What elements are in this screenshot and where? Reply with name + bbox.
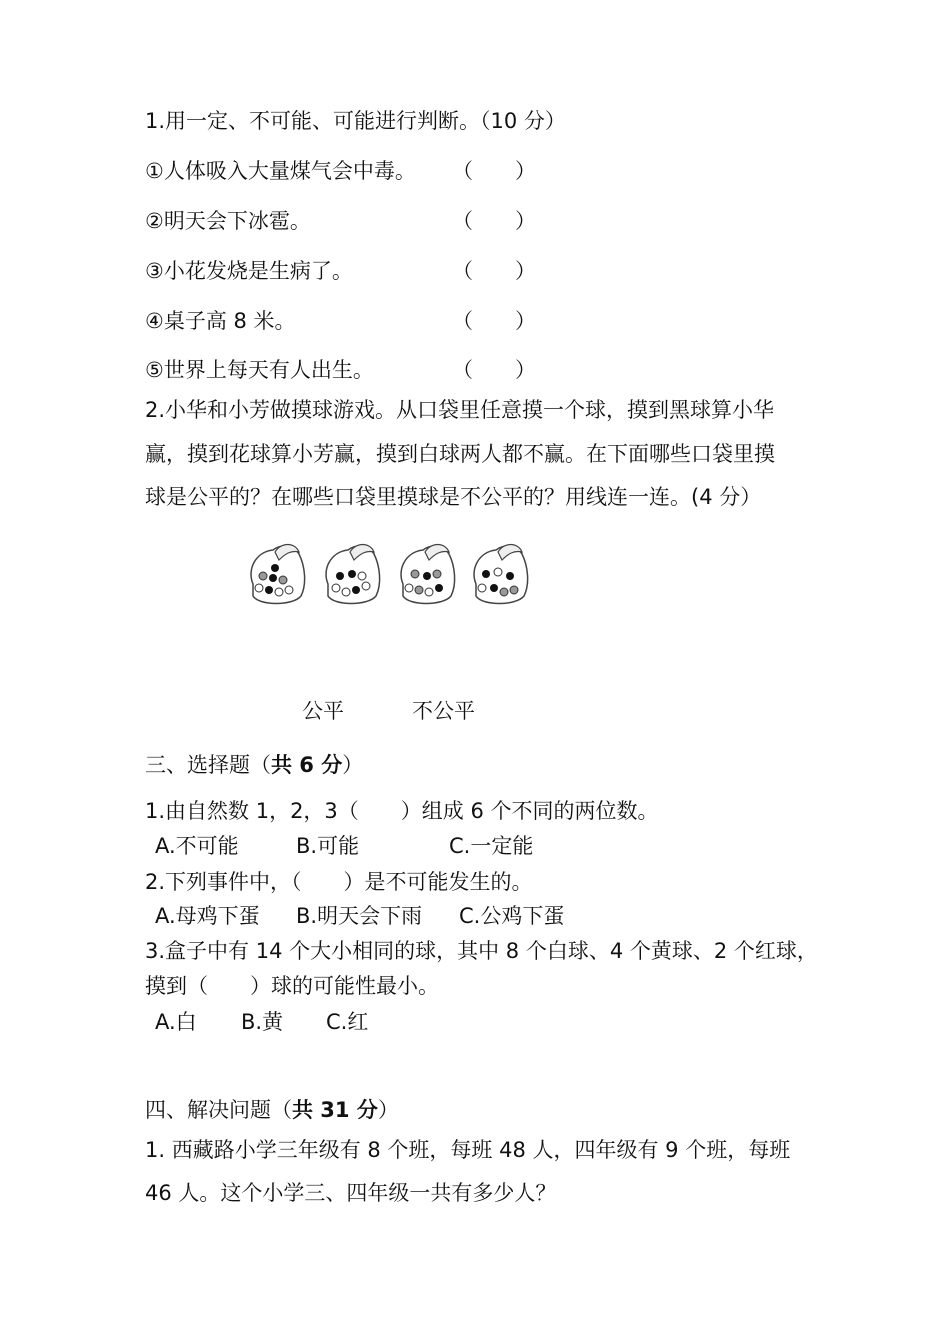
choice-q2-text: 2.下列事件中，（ ）是不可能发生的。 (145, 870, 533, 894)
choice-q3-line-1: 3.盒子中有 14 个大小相同的球，其中 8 个白球、4 个黄球、2 个红球， (145, 939, 818, 963)
section-3-heading (145, 751, 363, 779)
ball-bag-2[interactable] (320, 540, 382, 608)
judgement-item-2: ②明天会下冰雹。 (145, 209, 311, 233)
judgement-item-4: ④桌子高 8 米。 (145, 309, 296, 333)
answer-blank-5[interactable]: （ ） (452, 358, 536, 382)
choice-q1-option-b[interactable]: B.可能 (296, 834, 360, 858)
ball-bag-4[interactable] (468, 540, 530, 608)
unfair-label[interactable]: 不公平 (412, 699, 475, 723)
choice-q1-text: 1.由自然数 1，2，3（ ）组成 6 个不同的两位数。 (145, 799, 659, 823)
choice-q2-option-b[interactable]: B.明天会下雨 (296, 904, 423, 928)
section-3-heading-text: 三、选择题（ (145, 753, 271, 777)
answer-blank-2[interactable]: （ ） (452, 209, 536, 233)
ball-bag-3[interactable] (395, 540, 457, 608)
ball-bag-1[interactable] (245, 540, 307, 608)
answer-blank-4[interactable]: （ ） (452, 309, 536, 333)
q2-line-1: 2.小华和小芳做摸球游戏。从口袋里任意摸一个球，摸到黑球算小华 (145, 398, 775, 422)
choice-q3-option-a[interactable]: A.白 (155, 1010, 197, 1034)
section-4-heading (145, 1096, 399, 1124)
judgement-item-3: ③小花发烧是生病了。 (145, 259, 353, 283)
problem-1-line-1: 1. 西藏路小学三年级有 8 个班，每班 48 人，四年级有 9 个班，每班 (145, 1138, 791, 1162)
choice-q3-option-b[interactable]: B.黄 (241, 1010, 284, 1034)
ball-bags-illustration (240, 540, 530, 610)
choice-q3-line-2: 摸到（ ）球的可能性最小。 (145, 974, 439, 998)
choice-q3-option-c[interactable]: C.红 (326, 1010, 369, 1034)
choice-q1-option-a[interactable]: A.不可能 (155, 834, 239, 858)
section-3-points: 共 6 分 (271, 753, 343, 777)
section-3-heading-end: ） (342, 753, 364, 777)
choice-q1-option-c[interactable]: C.一定能 (449, 834, 534, 858)
q2-line-3: 球是公平的？在哪些口袋里摸球是不公平的？用线连一连。(4 分） (145, 485, 762, 509)
judgement-item-5: ⑤世界上每天有人出生。 (145, 358, 374, 382)
section-4-points: 共 31 分 (292, 1098, 378, 1122)
section-4-heading-end: ） (377, 1098, 399, 1122)
q2-line-2: 赢，摸到花球算小芳赢，摸到白球两人都不赢。在下面哪些口袋里摸 (145, 442, 775, 466)
answer-blank-1[interactable]: （ ） (452, 159, 536, 183)
choice-q2-option-c[interactable]: C.公鸡下蛋 (459, 904, 565, 928)
answer-blank-3[interactable]: （ ） (452, 259, 536, 283)
q1-title: 1.用一定、不可能、可能进行判断。（10 分） (145, 109, 566, 133)
problem-1-line-2: 46 人。这个小学三、四年级一共有多少人？ (145, 1181, 557, 1205)
fair-label[interactable]: 公平 (302, 699, 344, 723)
judgement-item-1: ①人体吸入大量煤气会中毒。 (145, 159, 416, 183)
choice-q2-option-a[interactable]: A.母鸡下蛋 (155, 904, 260, 928)
section-4-heading-text: 四、解决问题（ (145, 1098, 292, 1122)
